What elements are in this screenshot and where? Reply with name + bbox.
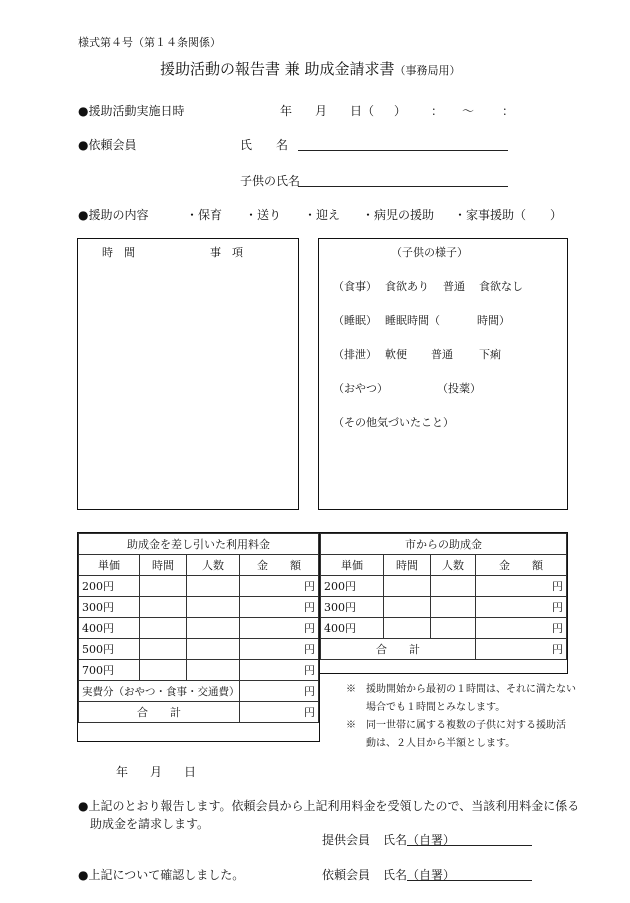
provider-role: 提供会員: [322, 833, 371, 847]
fee-actual-cost-label: 実費分（おやつ・食事・交通費）: [79, 681, 240, 702]
child-status-header: （子供の様子）: [391, 246, 468, 259]
notes: [346, 681, 576, 753]
note-text-line2: 場合でも１時間とみなします。: [366, 702, 506, 713]
excretion-option-normal[interactable]: 普通: [431, 348, 453, 361]
title-main: 援助活動の報告書 兼 助成金請求書: [160, 60, 395, 78]
assistance-option-dropoff[interactable]: ・送り: [245, 208, 282, 222]
form-number: 様式第４号（第１４条関係）: [78, 36, 221, 49]
fee-people-cell[interactable]: [187, 660, 240, 681]
date-year: 年: [280, 104, 293, 118]
table-row: [79, 681, 319, 702]
date-tilde: ～: [462, 104, 475, 118]
other-notes-label: （その他気づいたこと）: [333, 416, 454, 429]
fee-actual-cost-amount[interactable]: 円: [240, 681, 319, 702]
fee-people-cell[interactable]: [187, 576, 240, 597]
table-row: [79, 576, 319, 597]
subsidy-hours-cell[interactable]: [384, 618, 431, 639]
fee-unit-500: 500円: [79, 639, 140, 660]
footer-year: 年: [116, 765, 129, 779]
subsidy-unit-200: 200円: [321, 576, 384, 597]
meal-option-good[interactable]: 食欲あり: [385, 280, 429, 293]
subsidy-unit-400: 400円: [321, 618, 384, 639]
fee-total-amount[interactable]: 円: [240, 702, 319, 723]
fee-people-cell[interactable]: [187, 597, 240, 618]
date-day-open: 日（: [350, 104, 375, 118]
excretion-option-soft[interactable]: 軟便: [385, 348, 407, 361]
subsidy-table-title: 市からの助成金: [321, 534, 567, 555]
excretion-option-diarrhea[interactable]: 下痢: [479, 348, 501, 361]
report-statement-line2: 助成金を請求します。: [90, 817, 210, 831]
note-text-line1: 援助開始から最初の１時間は、それに満たない: [366, 684, 576, 695]
requester-sign-note: （自署）: [407, 868, 456, 882]
footer-day: 日: [184, 765, 197, 779]
subsidy-header-unit: 単価: [321, 555, 384, 576]
note-text-line1: 同一世帯に属する複数の子供に対する援助活: [366, 720, 566, 731]
child-status-box: [318, 238, 568, 510]
table-row: [79, 597, 319, 618]
subsidy-people-cell[interactable]: [431, 597, 476, 618]
fee-header-amount: 金 額: [240, 555, 319, 576]
table-row: [79, 639, 319, 660]
medicine-label: （投薬）: [437, 382, 481, 395]
fee-hours-cell[interactable]: [140, 597, 187, 618]
table-row: [79, 660, 319, 681]
excretion-label: （排泄）: [333, 348, 377, 361]
fee-table: [77, 532, 320, 742]
table-row: [321, 576, 567, 597]
fee-people-cell[interactable]: [187, 639, 240, 660]
subsidy-amount-cell[interactable]: 円: [476, 576, 567, 597]
date-row-label: ●援助活動実施日時: [78, 104, 185, 118]
fee-amount-cell[interactable]: 円: [240, 618, 319, 639]
page-title: [160, 58, 461, 79]
provider-signature-line[interactable]: [407, 845, 532, 846]
meal-option-normal[interactable]: 普通: [443, 280, 465, 293]
fee-amount-cell[interactable]: 円: [240, 660, 319, 681]
fee-people-cell[interactable]: [187, 618, 240, 639]
subsidy-hours-cell[interactable]: [384, 597, 431, 618]
snack-label: （おやつ）: [333, 382, 388, 395]
subsidy-total-label: 合 計: [321, 639, 476, 660]
subsidy-unit-300: 300円: [321, 597, 384, 618]
fee-amount-cell[interactable]: 円: [240, 576, 319, 597]
report-statement-line1: ●上記のとおり報告します。依頼会員から上記利用料金を受領したので、当該利用料金に係る: [78, 799, 580, 813]
subsidy-amount-cell[interactable]: 円: [476, 618, 567, 639]
sleep-time-label: 睡眠時間（: [385, 314, 440, 327]
fee-unit-400: 400円: [79, 618, 140, 639]
sleep-hours-label: 時間）: [477, 314, 510, 327]
fee-hours-cell[interactable]: [140, 660, 187, 681]
subsidy-people-cell[interactable]: [431, 576, 476, 597]
requester-role: 依頼会員: [322, 868, 371, 882]
meal-label: （食事）: [333, 280, 377, 293]
date-month: 月: [315, 104, 328, 118]
provider-sign-note: （自署）: [407, 833, 456, 847]
requester-name-line[interactable]: [298, 150, 508, 151]
fee-amount-cell[interactable]: 円: [240, 597, 319, 618]
requester-signature-line[interactable]: [407, 880, 532, 881]
table-row: [321, 639, 567, 660]
requester-sign-name-label: 氏名: [383, 868, 408, 882]
table-row: [321, 618, 567, 639]
note-item: [346, 681, 576, 699]
fee-total-label: 合 計: [79, 702, 240, 723]
child-name-line[interactable]: [298, 186, 508, 187]
subsidy-amount-cell[interactable]: 円: [476, 597, 567, 618]
note-mark: ※: [346, 684, 356, 695]
table-row: [321, 597, 567, 618]
matter-header: 事 項: [210, 246, 243, 259]
title-suffix: （事務局用）: [394, 64, 461, 77]
fee-hours-cell[interactable]: [140, 639, 187, 660]
fee-amount-cell[interactable]: 円: [240, 639, 319, 660]
child-name-label: 子供の氏名: [240, 174, 301, 188]
subsidy-total-amount[interactable]: 円: [476, 639, 567, 660]
assistance-option-care[interactable]: ・保育: [186, 208, 223, 222]
subsidy-hours-cell[interactable]: [384, 576, 431, 597]
fee-unit-300: 300円: [79, 597, 140, 618]
subsidy-header-hours: 時間: [384, 555, 431, 576]
table-row: [79, 618, 319, 639]
footer-month: 月: [150, 765, 163, 779]
fee-header-hours: 時間: [140, 555, 187, 576]
time-header: 時 間: [102, 246, 135, 259]
subsidy-people-cell[interactable]: [431, 618, 476, 639]
confirmation-statement: ●上記について確認しました。: [78, 868, 245, 882]
requester-name-label: 氏 名: [240, 138, 289, 152]
note-text-line2: 動は、２人目から半額とします。: [366, 738, 516, 749]
assistance-option-housework[interactable]: ・家事援助（ ）: [454, 208, 563, 222]
subsidy-table: [319, 532, 568, 674]
assistance-option-sick-child[interactable]: ・病児の援助: [362, 208, 435, 222]
fee-header-people: 人数: [187, 555, 240, 576]
table-row: [79, 702, 319, 723]
fee-table-title: 助成金を差し引いた利用料金: [79, 534, 319, 555]
fee-header-unit: 単価: [79, 555, 140, 576]
note-item: [346, 717, 576, 735]
fee-hours-cell[interactable]: [140, 576, 187, 597]
activity-log-box[interactable]: [77, 238, 299, 510]
subsidy-header-amount: 金 額: [476, 555, 567, 576]
fee-unit-700: 700円: [79, 660, 140, 681]
date-colon-end: ：: [502, 104, 515, 118]
date-colon-start: ：: [431, 104, 444, 118]
fee-hours-cell[interactable]: [140, 618, 187, 639]
fee-unit-200: 200円: [79, 576, 140, 597]
assistance-option-pickup[interactable]: ・迎え: [304, 208, 341, 222]
provider-name-label: 氏名: [383, 833, 408, 847]
sleep-label: （睡眠）: [333, 314, 377, 327]
assistance-label: ●援助の内容: [78, 208, 149, 222]
subsidy-header-people: 人数: [431, 555, 476, 576]
note-mark: ※: [346, 720, 356, 731]
date-day-close: ）: [394, 104, 407, 118]
meal-option-poor[interactable]: 食欲なし: [479, 280, 523, 293]
requester-label: ●依頼会員: [78, 138, 137, 152]
